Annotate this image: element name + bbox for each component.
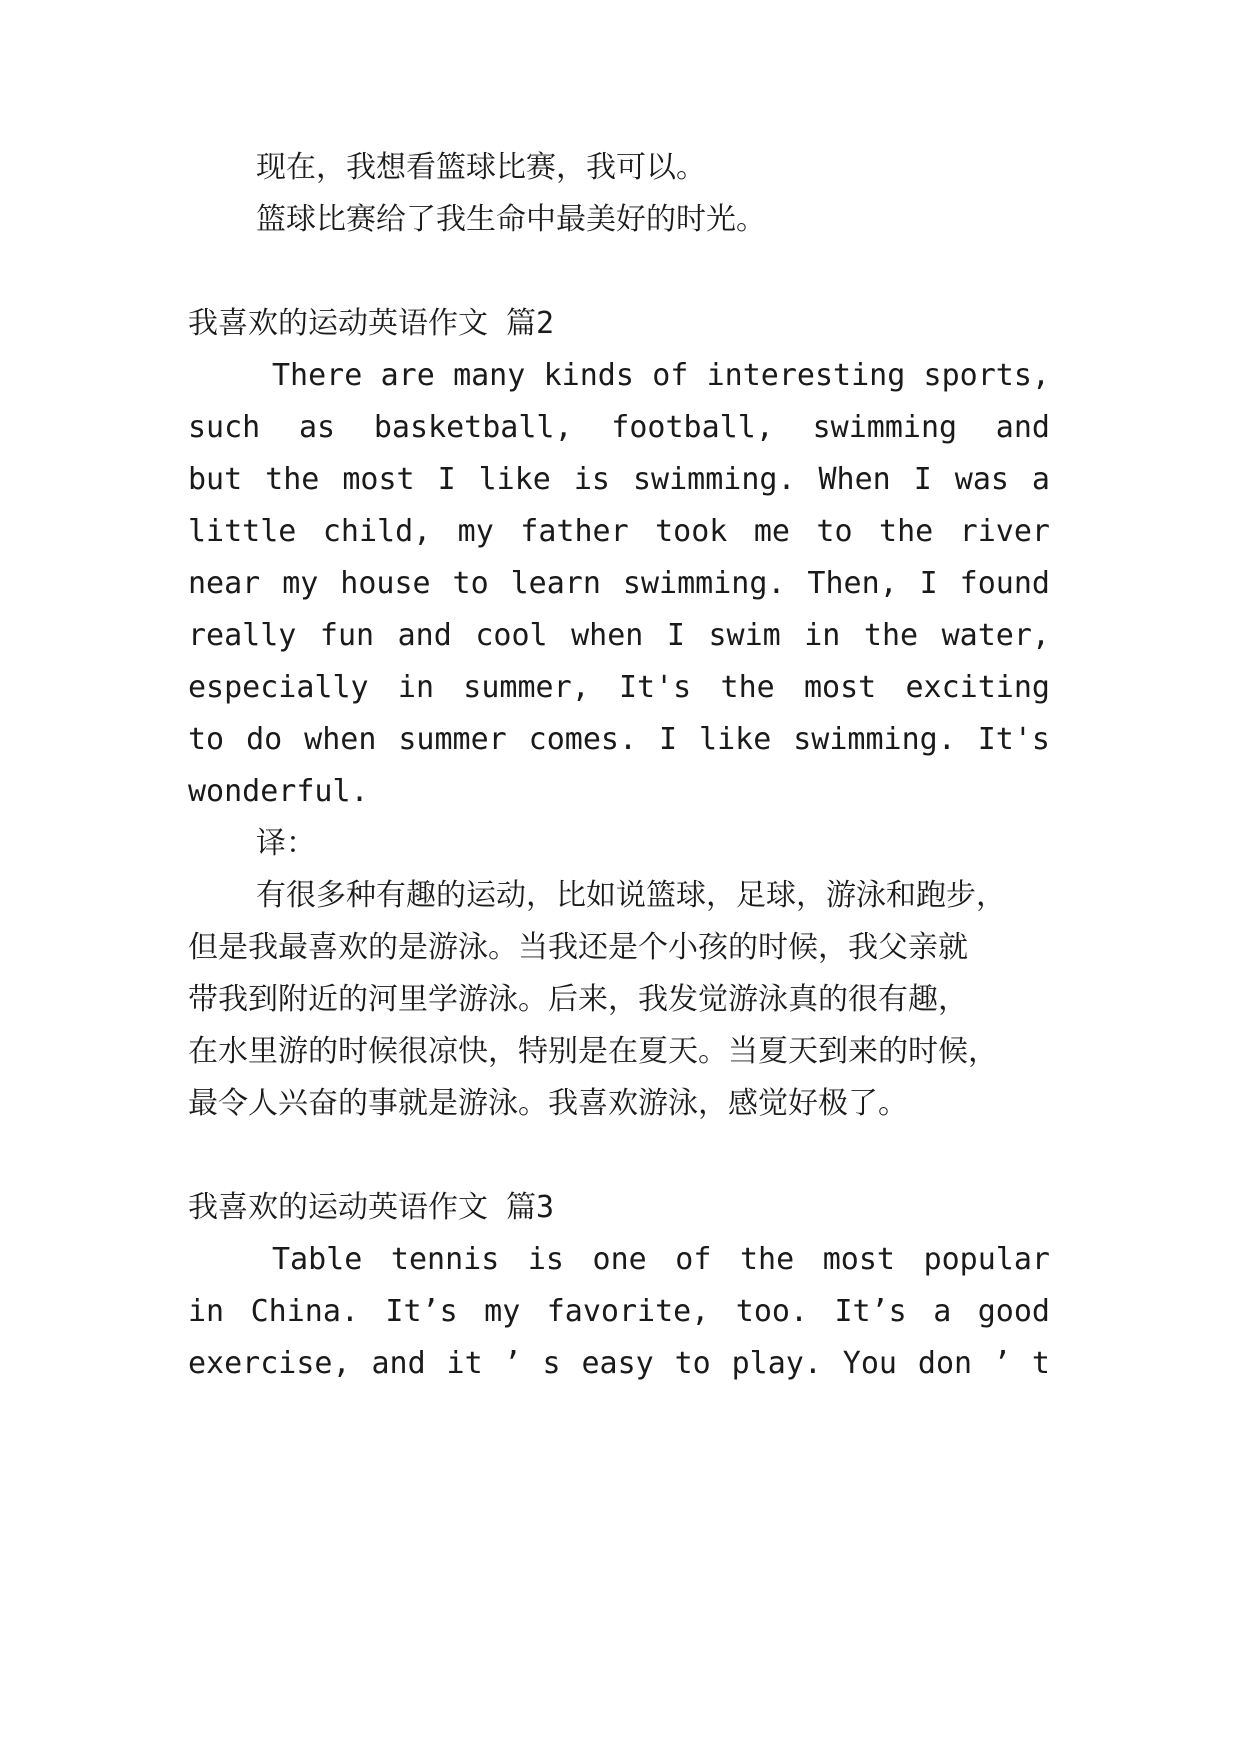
english-line: such as basketball, football, swimming and [188,410,1050,445]
english-line: especially in summer, It's the most exciting [188,670,1050,705]
english-line: in China. It’s my favorite, too. It’s a good [188,1294,1050,1329]
english-line: Table tennis is one of the most popular [272,1242,1050,1277]
english-line: little child, my father took me to the river [188,514,1050,549]
section-heading: 我喜欢的运动英语作文 篇3 [188,1190,555,1225]
english-line: really fun and cool when I swim in the water, [188,618,1050,653]
english-line: to do when summer comes. I like swimming. It's [188,722,1050,757]
english-line: near my house to learn swimming. Then, I found [188,566,1050,601]
chinese-line: 带我到附近的河里学游泳。后来，我发觉游泳真的很有趣， [188,982,968,1017]
paragraph-line: 篮球比赛给了我生命中最美好的时光。 [256,202,766,237]
english-line: There are many kinds of interesting sports, [272,358,1050,393]
section-heading: 我喜欢的运动英语作文 篇2 [188,306,555,341]
english-line: but the most I like is swimming. When I was a [188,462,1050,497]
english-line: exercise, and it ’ s easy to play. You don ’ t [188,1346,1050,1381]
chinese-line: 在水里游的时候很凉快，特别是在夏天。当夏天到来的时候， [188,1034,998,1069]
translation-label: 译： [256,826,316,861]
english-line: wonderful. [188,774,369,809]
chinese-line: 最令人兴奋的事就是游泳。我喜欢游泳，感觉好极了。 [188,1086,908,1121]
paragraph-line: 现在，我想看篮球比赛，我可以。 [256,150,706,185]
chinese-line: 有很多种有趣的运动，比如说篮球，足球，游泳和跑步， [256,878,1006,913]
chinese-line: 但是我最喜欢的是游泳。当我还是个小孩的时候，我父亲就 [188,930,968,965]
